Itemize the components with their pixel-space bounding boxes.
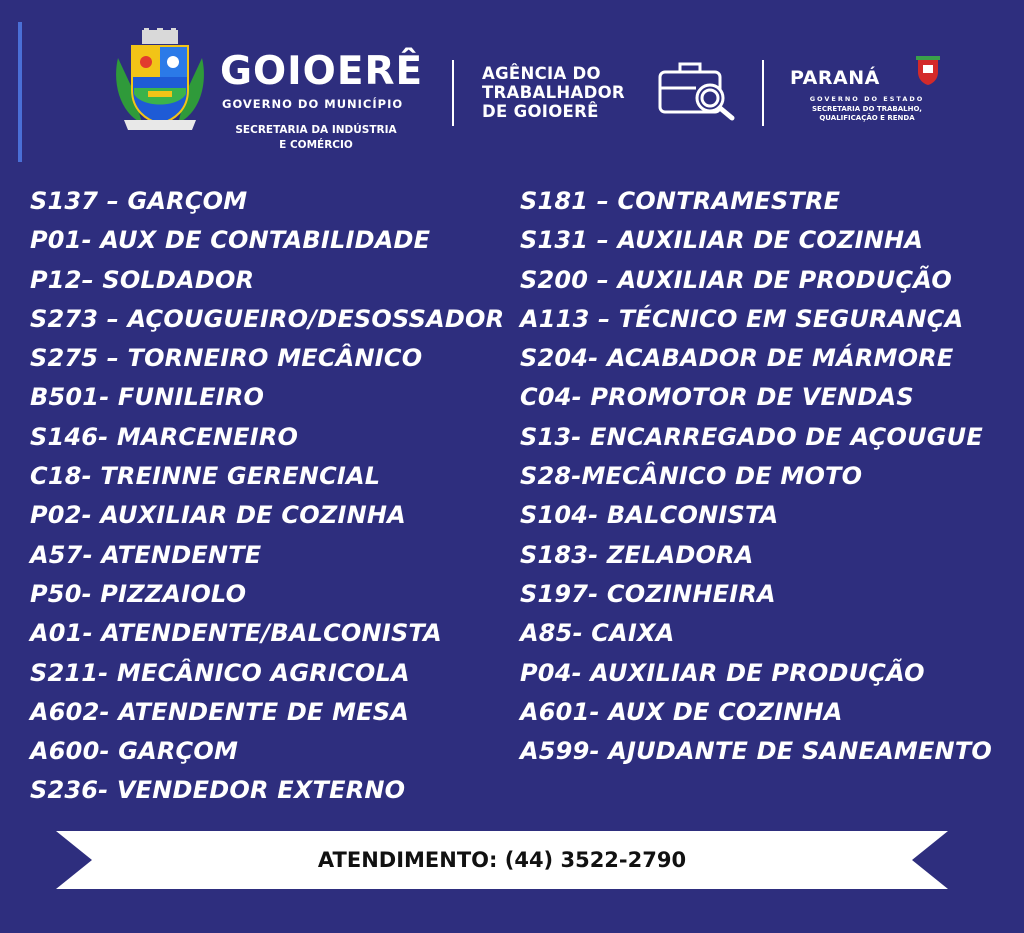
- job-item: S146- MARCENEIRO: [30, 422, 299, 451]
- header: [0, 0, 1024, 170]
- agency-line-3: DE GOIOERÊ: [482, 102, 599, 121]
- state-secretariat-line-1: SECRETARIA DO TRABALHO,: [812, 105, 922, 113]
- secretariat-line-1: SECRETARIA DA INDÚSTRIA: [235, 124, 397, 136]
- job-item: A01- ATENDENTE/BALCONISTA: [30, 619, 442, 648]
- job-item: C18- TREINNE GERENCIAL: [30, 462, 381, 491]
- municipal-coat-of-arms-icon: [112, 28, 208, 134]
- job-list-left: [30, 182, 504, 811]
- job-item: P12– SOLDADOR: [30, 265, 255, 294]
- job-item: S13- ENCARREGADO DE AÇOUGUE: [520, 422, 983, 451]
- job-item: S28-MECÂNICO DE MOTO: [520, 462, 863, 491]
- edge-accent: [18, 22, 22, 162]
- state-subtitle: GOVERNO DO ESTADO: [809, 95, 925, 103]
- job-item: P50- PIZZAIOLO: [30, 579, 247, 608]
- job-item: S211- MECÂNICO AGRICOLA: [30, 658, 410, 687]
- agency-name: [482, 64, 652, 121]
- contact-phone: ATENDIMENTO: (44) 3522-2790: [317, 848, 687, 872]
- job-item: A600- GARÇOM: [30, 737, 239, 766]
- municipality-title: GOIOERÊ: [220, 49, 424, 94]
- agency-line-1: AGÊNCIA DO: [482, 64, 601, 83]
- state-title: PARANÁ: [790, 67, 880, 89]
- agency-line-2: TRABALHADOR: [482, 83, 625, 102]
- job-item: P02- AUXILIAR DE COZINHA: [30, 501, 406, 530]
- job-item: S197- COZINHEIRA: [520, 579, 776, 608]
- header-divider: [452, 60, 454, 126]
- job-item: A602- ATENDENTE DE MESA: [30, 697, 410, 726]
- job-item: S200 – AUXILIAR DE PRODUÇÃO: [520, 265, 952, 294]
- job-item: P04- AUXILIAR DE PRODUÇÃO: [520, 658, 925, 687]
- secretariat-line-2: E COMÉRCIO: [279, 139, 353, 151]
- job-item: S181 – CONTRAMESTRE: [520, 187, 841, 215]
- job-item: B501- FUNILEIRO: [30, 383, 265, 412]
- job-item: S275 – TORNEIRO MECÂNICO: [30, 344, 423, 373]
- header-divider: [762, 60, 764, 126]
- job-list-right: [520, 182, 992, 771]
- briefcase-search-icon: [656, 56, 740, 122]
- municipality-secretariat: [218, 123, 414, 153]
- job-item: A85- CAIXA: [520, 619, 675, 648]
- job-item: S204- ACABADOR DE MÁRMORE: [520, 344, 954, 373]
- job-item: S273 – AÇOUGUEIRO/DESOSSADOR: [30, 304, 505, 333]
- job-item: A599- AJUDANTE DE SANEAMENTO: [520, 737, 993, 766]
- municipality-subtitle: GOVERNO DO MUNICÍPIO: [222, 97, 404, 111]
- state-secretariat-line-2: QUALIFICAÇÃO E RENDA: [819, 114, 915, 122]
- job-item: A601- AUX DE COZINHA: [520, 697, 843, 726]
- job-item: A57- ATENDENTE: [30, 540, 262, 569]
- job-item: A113 – TÉCNICO EM SEGURANÇA: [520, 304, 964, 333]
- job-item: S183- ZELADORA: [520, 540, 754, 569]
- state-secretariat: [792, 105, 942, 123]
- job-item: S137 – GARÇOM: [30, 187, 248, 215]
- parana-coat-of-arms-icon: [914, 56, 942, 86]
- job-item: S236- VENDEDOR EXTERNO: [30, 776, 406, 805]
- job-item: S104- BALCONISTA: [520, 501, 779, 530]
- job-item: P01- AUX DE CONTABILIDADE: [30, 226, 431, 255]
- job-item: C04- PROMOTOR DE VENDAS: [520, 383, 914, 412]
- job-item: S131 – AUXILIAR DE COZINHA: [520, 226, 924, 255]
